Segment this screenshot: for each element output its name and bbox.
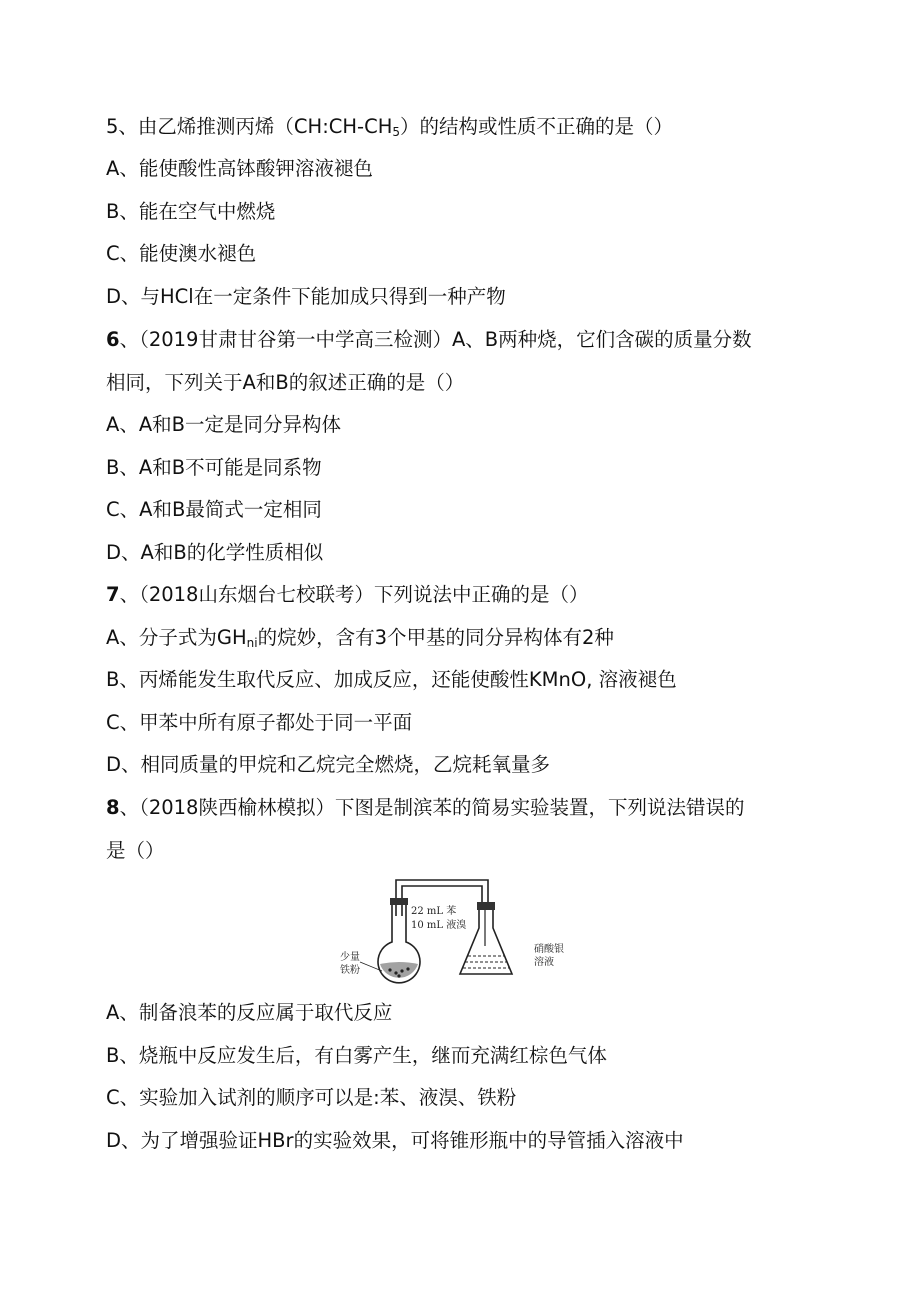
q5-option-d <box>106 284 506 310</box>
q7-option-a-letter: A <box>106 626 120 649</box>
label-silver-nitrate-2: 溶液 <box>534 957 554 968</box>
q8-option-c-text: 、实验加入试剂的顺序可以是:苯、液淏、铁粉 <box>119 1086 517 1109</box>
q8-stem-line2: 是（） <box>106 839 165 862</box>
q7-number: 7 <box>106 583 120 606</box>
q7-option-a-text-b: 的烷妙，含有3个甲基的同分异构体有2种 <box>257 626 614 649</box>
q6-option-a <box>106 412 341 438</box>
q8-option-b-text: 、烧瓶中反应发生后，有白雾产生，继而充满红棕色气体 <box>119 1044 607 1067</box>
q7-stem-text-1: 、（2018山东烟台七校联考）下列说法中正确的是（） <box>119 583 589 606</box>
q8-option-c <box>106 1085 516 1111</box>
q5-option-a-letter: A <box>106 157 120 180</box>
q7-option-d-letter: D <box>106 753 122 776</box>
label-benzene: 22 mL 苯 <box>411 906 457 917</box>
q5-option-c <box>106 241 256 267</box>
q7-option-b-letter: B <box>106 668 120 691</box>
q5-stem-text-b: ）的结构或性质不正确的是（） <box>400 115 674 138</box>
q8-option-b <box>106 1043 607 1069</box>
q8-number: 8 <box>106 796 120 819</box>
q7-option-c-letter: C <box>106 711 120 734</box>
label-bromine: 10 mL 液溴 <box>411 920 467 931</box>
q6-option-b-letter: B <box>106 456 120 479</box>
label-iron-2: 铁粉 <box>340 965 360 976</box>
q5-option-d-letter: D <box>106 285 122 308</box>
q5-option-c-letter: C <box>106 242 120 265</box>
q6-number: 6 <box>106 328 120 351</box>
q8-option-c-letter: C <box>106 1086 120 1109</box>
q7-option-b-text: 、丙烯能发生取代反应、加成反应，还能使酸性KMnO, 溶液褪色 <box>119 668 677 691</box>
q5-option-c-text: 、能使澳水褪色 <box>119 242 257 265</box>
conical-flask-stopper <box>477 902 495 910</box>
q5-stem-text-a: 、由乙烯推测丙烯（CH:CH-CH <box>118 115 393 138</box>
conical-flask <box>460 910 512 974</box>
q5-option-d-text: 、与HCl在一定条件下能加成只得到一种产物 <box>121 285 506 308</box>
q8-option-d-text: 、为了增强验证HBr的实验效果，可将锥形瓶中的导管插入溶液中 <box>121 1129 684 1152</box>
q7-option-c-text: 、甲苯中所有原子都处于同一平面 <box>119 711 413 734</box>
q6-stem-line2: 相同，下列关于A和B的叙述正确的是（） <box>106 371 465 394</box>
label-silver-nitrate-1: 硝酸银 <box>534 944 564 955</box>
q6-stem-line1 <box>106 327 752 353</box>
q5-number: 5 <box>106 115 119 138</box>
q5-option-a-text: 、能使酸性高钵酸钾溶液褪色 <box>119 157 373 180</box>
q7-option-b <box>106 667 677 693</box>
label-iron-1: 少量 <box>340 952 360 963</box>
q8-stem-text-1: 、（2018陕西榆林模拟）下图是制滨苯的简易实验装置，下列说法错误的 <box>119 796 745 819</box>
q6-option-b <box>106 455 322 481</box>
q5-option-a <box>106 156 373 182</box>
q6-option-c-text: 、A和B最简式一定相同 <box>119 498 322 521</box>
q8-option-b-letter: B <box>106 1044 120 1067</box>
q8-option-a-text: 、制备浪苯的反应属于取代反应 <box>119 1001 393 1024</box>
q5-stem <box>106 114 673 140</box>
q8-option-a <box>106 1000 392 1026</box>
q7-option-c <box>106 710 412 736</box>
q8-option-a-letter: A <box>106 1001 120 1024</box>
flask-stopper <box>390 898 408 905</box>
q6-stem-text-1: 、（2019甘肃甘谷第一中学高三检测）A、B两种烧，它们含碳的质量分数 <box>119 328 752 351</box>
q7-option-a <box>106 625 614 651</box>
q6-option-c-letter: C <box>106 498 120 521</box>
q6-option-d-letter: D <box>106 541 122 564</box>
q7-option-d-text: 、相同质量的甲烷和乙烷完全燃烧，乙烷耗氧量多 <box>121 753 551 776</box>
q5-option-b-letter: B <box>106 200 120 223</box>
q5-stem-subscript: 5 <box>392 125 401 139</box>
q6-option-b-text: 、A和B不可能是同系物 <box>119 456 322 479</box>
q7-stem-line1 <box>106 582 588 608</box>
q7-option-d <box>106 752 550 778</box>
bromobenzene-apparatus-figure <box>338 876 588 988</box>
q6-option-d-text: 、A和B的化学性质相似 <box>121 541 324 564</box>
q5-option-b <box>106 199 275 225</box>
q6-option-d <box>106 540 323 566</box>
q8-option-d <box>106 1128 684 1154</box>
q8-stem-line1 <box>106 795 744 821</box>
q6-option-a-text: 、A和B一定是同分异构体 <box>119 413 342 436</box>
q6-option-c <box>106 497 322 523</box>
q8-option-d-letter: D <box>106 1129 122 1152</box>
q5-option-b-text: 、能在空气中燃烧 <box>119 200 276 223</box>
q7-option-a-text-a: 、分子式为GH <box>119 626 247 649</box>
q6-option-a-letter: A <box>106 413 120 436</box>
q7-option-a-subscript: ni <box>246 636 258 650</box>
